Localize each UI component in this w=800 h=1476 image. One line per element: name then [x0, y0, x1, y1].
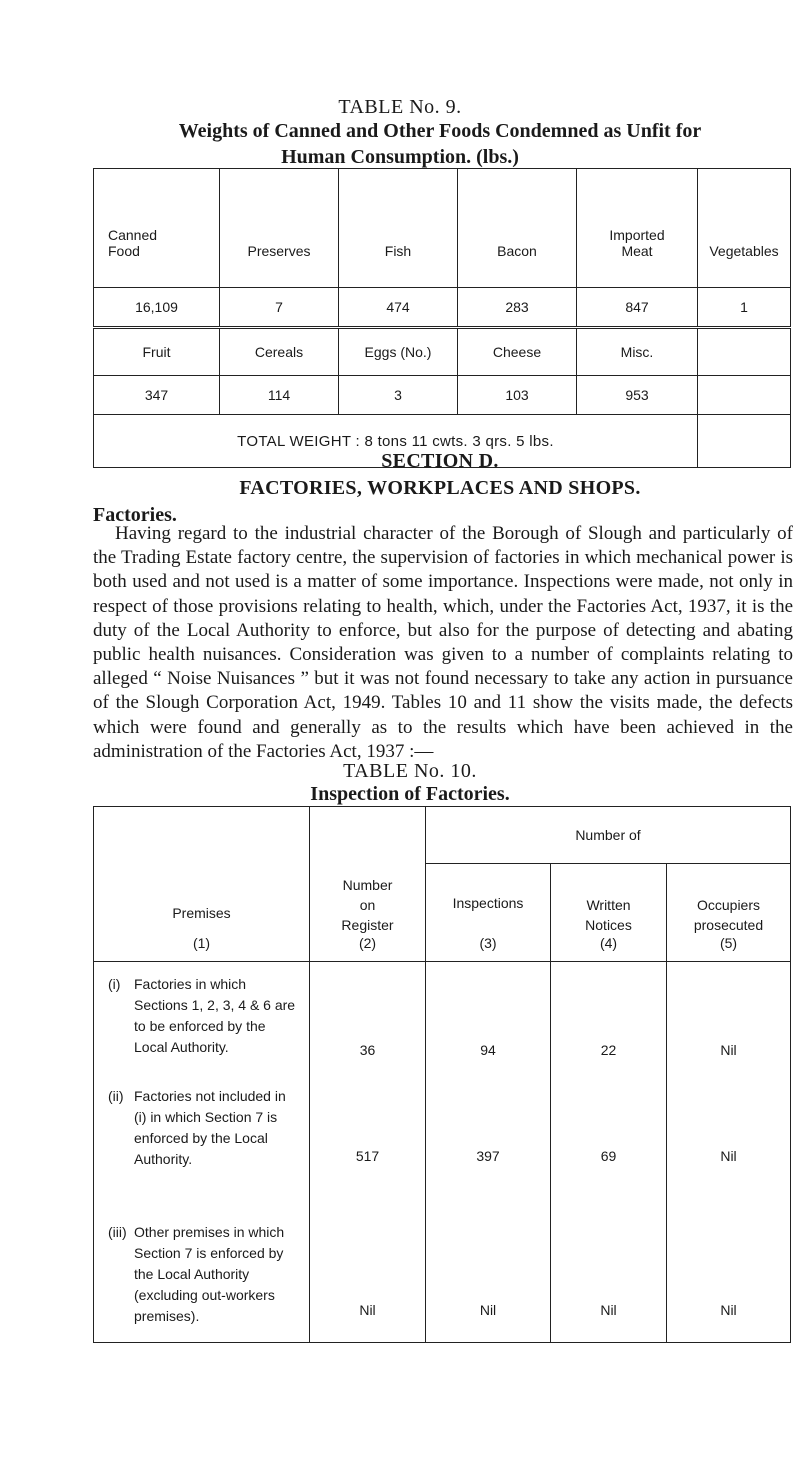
register-values: [310, 962, 426, 1343]
factories-paragraph: Having regard to the industrial character of the Borough of Slough and particularly of the Trading Estate factory centre, the supervision of factories in which mechanical power is both used and not used is a matter of some importance. Inspections were made, not only in respect of those provisions relating to health, which, under the Factories Act, 1937, it is the duty of the Local Authority to enforce, but also for the purpose of detecting and abating public health nuisances. Consideration was given to a number of complaints relating to alleged “ Noise Nuisances ” but it was not found necessary to take any action in pursuance of the Slough Corporation Act, 1949. Tables 10 and 11 show the visits made, the defects which were found and generally as to the results which have been achieved in the administration of the Factories Act, 1937 :—: [93, 523, 793, 762]
header-misc: Misc.: [577, 328, 698, 376]
notices-value-iii: Nil: [600, 1302, 617, 1318]
header-register: [310, 807, 426, 962]
value-preserves: 7: [220, 288, 339, 328]
premises-label-iii: Other premises in which Section 7 is enforced by the Local Authority (excluding out-workers premises).: [134, 1224, 285, 1324]
value-cereals: 114: [220, 376, 339, 415]
value-fish: 474: [339, 288, 458, 328]
header-fish: Fish: [339, 169, 458, 288]
premises-row-i: [108, 974, 299, 1058]
header-notices: [551, 864, 667, 962]
table9-title: TABLE No. 9.: [338, 96, 462, 118]
premises-row-iii: [108, 1222, 299, 1327]
prosecuted-value-i: Nil: [720, 1042, 737, 1058]
table10-title: TABLE No. 10.: [343, 760, 477, 782]
prosecuted-values: [667, 962, 791, 1343]
premises-row-ii: [108, 1086, 299, 1170]
value-canned-food: 16,109: [94, 288, 220, 328]
header-notices-num: (4): [599, 935, 618, 951]
notices-value-ii: 69: [600, 1148, 617, 1164]
premises-key-ii: (ii): [108, 1088, 124, 1104]
header-inspections-num: (3): [479, 935, 497, 951]
inspections-value-iii: Nil: [479, 1302, 497, 1318]
header-canned-food-text: Canned Food: [108, 227, 158, 259]
value-misc: 953: [577, 376, 698, 415]
header-preserves: Preserves: [220, 169, 339, 288]
register-value-iii: Nil: [359, 1302, 376, 1318]
table9-value-row-1: [94, 288, 791, 328]
premises-list: [94, 962, 310, 1343]
header-inspections: [426, 864, 551, 962]
premises-key-iii: (iii): [108, 1224, 127, 1240]
header-empty: [698, 328, 791, 376]
inspections-value-i: 94: [480, 1042, 496, 1058]
inspections-values: [426, 962, 551, 1343]
header-register-text: Number on Register: [341, 877, 394, 933]
register-value-ii: 517: [355, 1148, 380, 1164]
value-imported-meat: 847: [577, 288, 698, 328]
header-premises: [94, 807, 310, 962]
header-cheese: Cheese: [458, 328, 577, 376]
header-notices-text: Written Notices: [585, 897, 632, 933]
header-cereals: Cereals: [220, 328, 339, 376]
value-cheese: 103: [458, 376, 577, 415]
value-bacon: 283: [458, 288, 577, 328]
value-vegetables: 1: [698, 288, 791, 328]
header-register-num: (2): [358, 935, 377, 951]
inspections-value-ii: 397: [476, 1148, 500, 1164]
header-canned-food: [94, 169, 220, 288]
table9-food-weights: [93, 168, 791, 468]
value-fruit: 347: [94, 376, 220, 415]
header-fruit: Fruit: [94, 328, 220, 376]
table9-subtitle-line1: Weights of Canned and Other Foods Condemned as Unfit for: [178, 120, 702, 142]
register-value-i: 36: [359, 1042, 376, 1058]
header-eggs: Eggs (No.): [339, 328, 458, 376]
factories-label: Factories.: [93, 504, 177, 526]
premises-key-i: (i): [108, 976, 121, 992]
table10-header-row-1: [94, 807, 791, 864]
header-prosecuted: [667, 864, 791, 962]
header-vegetables: Vegetables: [698, 169, 791, 288]
notices-values: [551, 962, 667, 1343]
table10-body-row: [94, 962, 791, 1343]
header-inspections-text: Inspections: [452, 895, 524, 911]
premises-label-ii: Factories not included in (i) in which Section 7 is enforced by the Local Authority.: [134, 1088, 286, 1167]
table9-subtitle-line2: Human Consumption. (lbs.): [281, 146, 519, 168]
prosecuted-value-ii: Nil: [720, 1148, 737, 1164]
header-imported-meat: Imported Meat: [577, 169, 698, 288]
notices-value-i: 22: [600, 1042, 617, 1058]
table10-subtitle: Inspection of Factories.: [310, 783, 510, 805]
table9-header-row-2: [94, 328, 791, 376]
table9-value-row-2: [94, 376, 791, 415]
header-premises-num: (1): [192, 935, 211, 951]
header-prosecuted-text: Occupiers prosecuted: [693, 897, 764, 933]
total-weight: TOTAL WEIGHT : 8 tons 11 cwts. 3 qrs. 5 lbs.: [94, 415, 698, 468]
header-prosecuted-num: (5): [719, 935, 738, 951]
header-number-of: Number of: [426, 807, 791, 864]
section-subheading: FACTORIES, WORKPLACES AND SHOPS.: [239, 477, 641, 499]
value-empty: [698, 376, 791, 415]
value-eggs: 3: [339, 376, 458, 415]
table9-header-row-1: [94, 169, 791, 288]
header-bacon: Bacon: [458, 169, 577, 288]
table10-inspection-of-factories: [93, 806, 791, 1343]
prosecuted-value-iii: Nil: [720, 1302, 737, 1318]
premises-label-i: Factories in which Sections 1, 2, 3, 4 & 6 are to be enforced by the Local Authority.: [134, 976, 296, 1055]
section-heading: SECTION D.: [381, 450, 499, 472]
header-premises-text: Premises: [172, 905, 231, 921]
